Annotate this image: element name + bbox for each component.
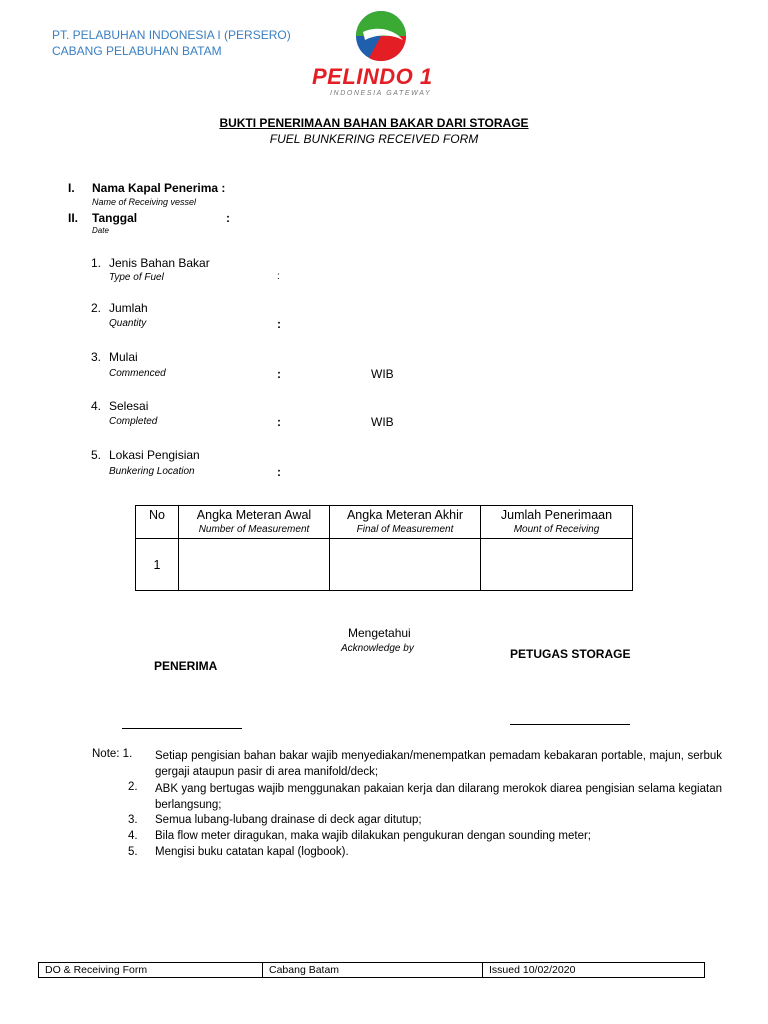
item-3-colon: : [277,367,281,381]
form-subtitle: FUEL BUNKERING RECEIVED FORM [269,132,479,146]
item-2-sublabel: Quantity [109,318,147,329]
section-2-sublabel: Date [92,226,109,235]
item-4-label: Selesai [109,399,149,413]
item-4-colon: : [277,415,281,429]
document-footer [38,962,705,978]
note-5-number: 5. [128,846,138,858]
header-no: No [136,506,179,539]
row-akhir-cell[interactable] [330,539,481,591]
table-row [136,539,633,591]
item-3-sublabel: Commenced [109,368,166,379]
item-1-sublabel: Type of Fuel [109,272,164,283]
storage-signature-line[interactable] [510,724,630,725]
header-angka-awal: Angka Meteran Awal Number of Measurement [179,506,330,539]
section-1-sublabel: Name of Receiving vessel [92,197,197,207]
section-2-label: Tanggal [92,211,138,225]
item-5-label: Lokasi Pengisian [109,448,200,462]
note-item-3: Semua lubang-lubang drainase di deck agar ditutup; [155,814,422,826]
pelindo-logo [306,10,456,102]
note-item-5: Mengisi buku catatan kapal (logbook). [155,846,349,858]
item-3-unit: WIB [371,367,394,381]
item-4-unit: WIB [371,415,394,429]
header-jumlah: Jumlah Penerimaan Mount of Receiving [481,506,633,539]
acknowledge-sublabel: Acknowledge by [341,643,414,654]
row-jumlah-cell[interactable] [481,539,633,591]
acknowledge-label: Mengetahui [348,626,411,640]
note-item-4: Bila flow meter diragukan, maka wajib dilakukan pengukuran dengan sounding meter; [155,830,591,842]
item-5-number: 5. [91,448,102,462]
note-item-2: ABK yang bertugas wajib menggunakan pakaian kerja dan dilarang merokok diarea pengisian selama kegiatan berlangsung; [155,783,722,811]
form-title: BUKTI PENERIMAAN BAHAN BAKAR DARI STORAGE [219,116,529,130]
item-5-sublabel: Bunkering Location [109,466,195,477]
header-angka-akhir: Angka Meteran Akhir Final of Measurement [330,506,481,539]
receiver-signature-line[interactable] [122,728,242,729]
note-4-number: 4. [128,830,138,842]
logo-wordmark: PELINDO 1 [312,64,433,89]
company-name: PT. PELABUHAN INDONESIA I (PERSERO) [52,28,291,42]
row-awal-cell[interactable] [179,539,330,591]
item-2-label: Jumlah [109,301,148,315]
footer-branch: Cabang Batam [263,963,483,977]
item-3-label: Mulai [109,350,138,364]
section-1-label: Nama Kapal Penerima : [92,181,226,195]
item-2-number: 2. [91,301,102,315]
note-item-1: Setiap pengisian bahan bakar wajib menyediakan/menempatkan pemadam kebakaran portable, majun, serbuk gergaji ataupun pasir di area manifold/deck; [155,750,722,778]
item-3-number: 3. [91,350,102,364]
pelindo-emblem-icon [353,10,409,62]
storage-officer-label: PETUGAS STORAGE [510,647,631,661]
measurement-table [135,505,633,591]
item-1-label: Jenis Bahan Bakar [109,256,210,270]
table-header-row [136,506,633,539]
footer-doc-name: DO & Receiving Form [39,963,263,977]
item-5-colon: : [277,465,281,479]
note-label: Note: 1. [92,748,133,760]
item-1-colon: : [277,271,280,282]
item-2-colon: : [277,317,281,331]
note-3-number: 3. [128,814,138,826]
item-4-number: 4. [91,399,102,413]
section-2-number: II. [68,211,79,225]
branch-name: CABANG PELABUHAN BATAM [52,44,222,58]
footer-issued: Issued 10/02/2020 [489,964,576,976]
receiver-label: PENERIMA [154,659,218,673]
note-2-number: 2. [128,781,138,793]
section-1-number: I. [68,181,75,195]
item-1-number: 1. [91,256,102,270]
section-2-colon: : [226,211,230,225]
row-no-cell: 1 [136,539,179,591]
item-4-sublabel: Completed [109,416,158,427]
logo-tagline: INDONESIA GATEWAY [330,90,432,97]
